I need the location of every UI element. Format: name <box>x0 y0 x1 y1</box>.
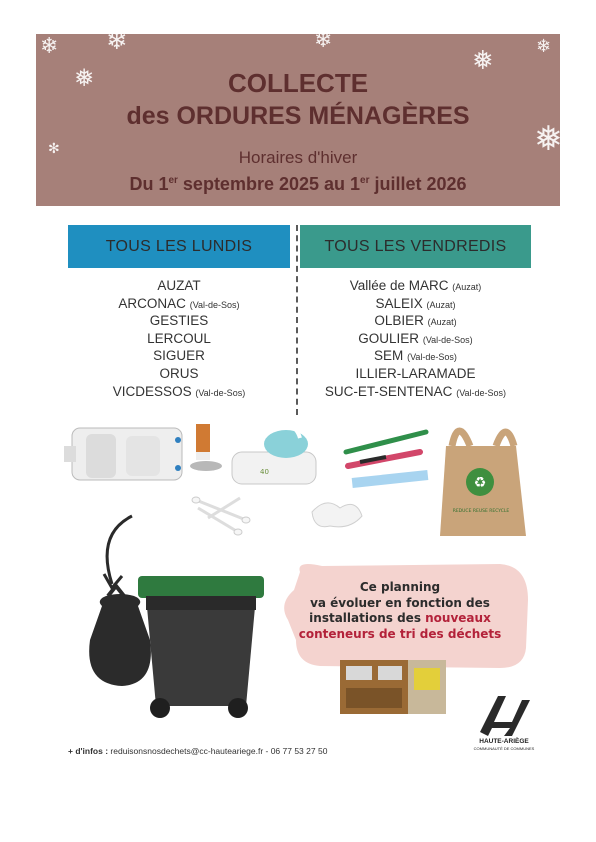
footer-info: + d'infos : reduisonsnosdechets@cc-hauteariege.fr - 06 77 53 27 50 <box>68 746 328 756</box>
wipes-pack-icon <box>232 424 316 484</box>
pen-icon <box>348 452 420 466</box>
bag-label: REDUCE REUSE RECYCLE <box>452 509 510 514</box>
town-item: SALEIX (Auzat) <box>375 295 456 311</box>
date-range: Du 1er septembre 2025 au 1er juillet 2026 <box>129 174 467 194</box>
bubble-line: conteneurs de tri des déchets <box>298 626 502 641</box>
town-item: ILLIER-LARAMADE <box>355 365 476 381</box>
cigarette-icon <box>190 424 222 471</box>
town-item: LERCOUL <box>147 330 211 346</box>
tissue-icon <box>312 503 362 527</box>
snowflake-icon: ❄ <box>314 28 333 53</box>
town-item: Vallée de MARC (Auzat) <box>349 278 482 293</box>
town-item: GESTIES <box>149 313 209 329</box>
bubble-line: va évoluer en fonction des <box>310 595 490 610</box>
town-item: AUZAT <box>157 278 201 293</box>
friday-header: TOUS LES VENDREDIS <box>300 225 531 268</box>
subtitle: Horaires d'hiver <box>238 148 358 167</box>
recycling-containers-icon <box>340 660 446 714</box>
snowflake-icon: ❄ <box>536 36 552 57</box>
town-item: GOULIER (Val-de-Sos) <box>358 330 473 346</box>
wheelie-bin-icon <box>138 576 264 718</box>
snowflake-icon: ❅ <box>534 119 563 159</box>
cotton-swab-icon <box>192 497 250 535</box>
ruler-icon <box>352 470 429 488</box>
town-item: OLBIER (Auzat) <box>374 313 457 329</box>
monday-town-list <box>68 277 290 400</box>
logo-name: HAUTE-ARIÈGE <box>479 738 529 745</box>
snowflake-icon: ❅ <box>472 46 494 76</box>
bubble-message <box>290 580 510 642</box>
snowflake-icon: ❄ <box>106 26 128 56</box>
town-item: ARCONAC (Val-de-Sos) <box>118 295 240 311</box>
town-item: SEM (Val-de-Sos) <box>374 348 457 364</box>
header-banner <box>36 26 563 206</box>
title-line-1: COLLECTE <box>227 68 369 98</box>
contact-link[interactable]: reduisonsnosdechets@cc-hauteariege.fr - 06 77 53 27 50 <box>110 746 328 756</box>
monday-header: TOUS LES LUNDIS <box>68 225 290 268</box>
snowflake-icon: ❄ <box>40 34 59 59</box>
town-item: ORUS <box>159 365 199 381</box>
haute-ariege-logo <box>480 696 530 736</box>
logo-tagline: COMMUNAUTÉ DE COMMUNES <box>473 746 535 751</box>
snowflake-icon: ✻ <box>48 141 60 157</box>
plastic-bag-icon <box>440 431 526 536</box>
town-item: SUC-ET-SENTENAC (Val-de-Sos) <box>324 383 507 399</box>
diaper-icon <box>64 428 182 480</box>
arrow-icon <box>104 516 132 588</box>
title-line-2: des ORDURES MÉNAGÈRES <box>126 102 470 130</box>
toothbrush-icon <box>346 432 426 452</box>
garbage-bag-icon <box>89 586 151 686</box>
wipes-count: 40 <box>260 468 269 476</box>
town-item: VICDESSOS (Val-de-Sos) <box>112 383 246 399</box>
bubble-line: Ce planning <box>359 580 441 594</box>
snowflake-icon: ❅ <box>74 64 95 92</box>
town-item: SIGUER <box>153 348 205 364</box>
friday-town-list <box>300 277 531 400</box>
recycle-icon: ♻ <box>473 475 487 491</box>
column-divider <box>296 225 298 415</box>
bubble-line: installations des nouveaux <box>309 611 491 625</box>
